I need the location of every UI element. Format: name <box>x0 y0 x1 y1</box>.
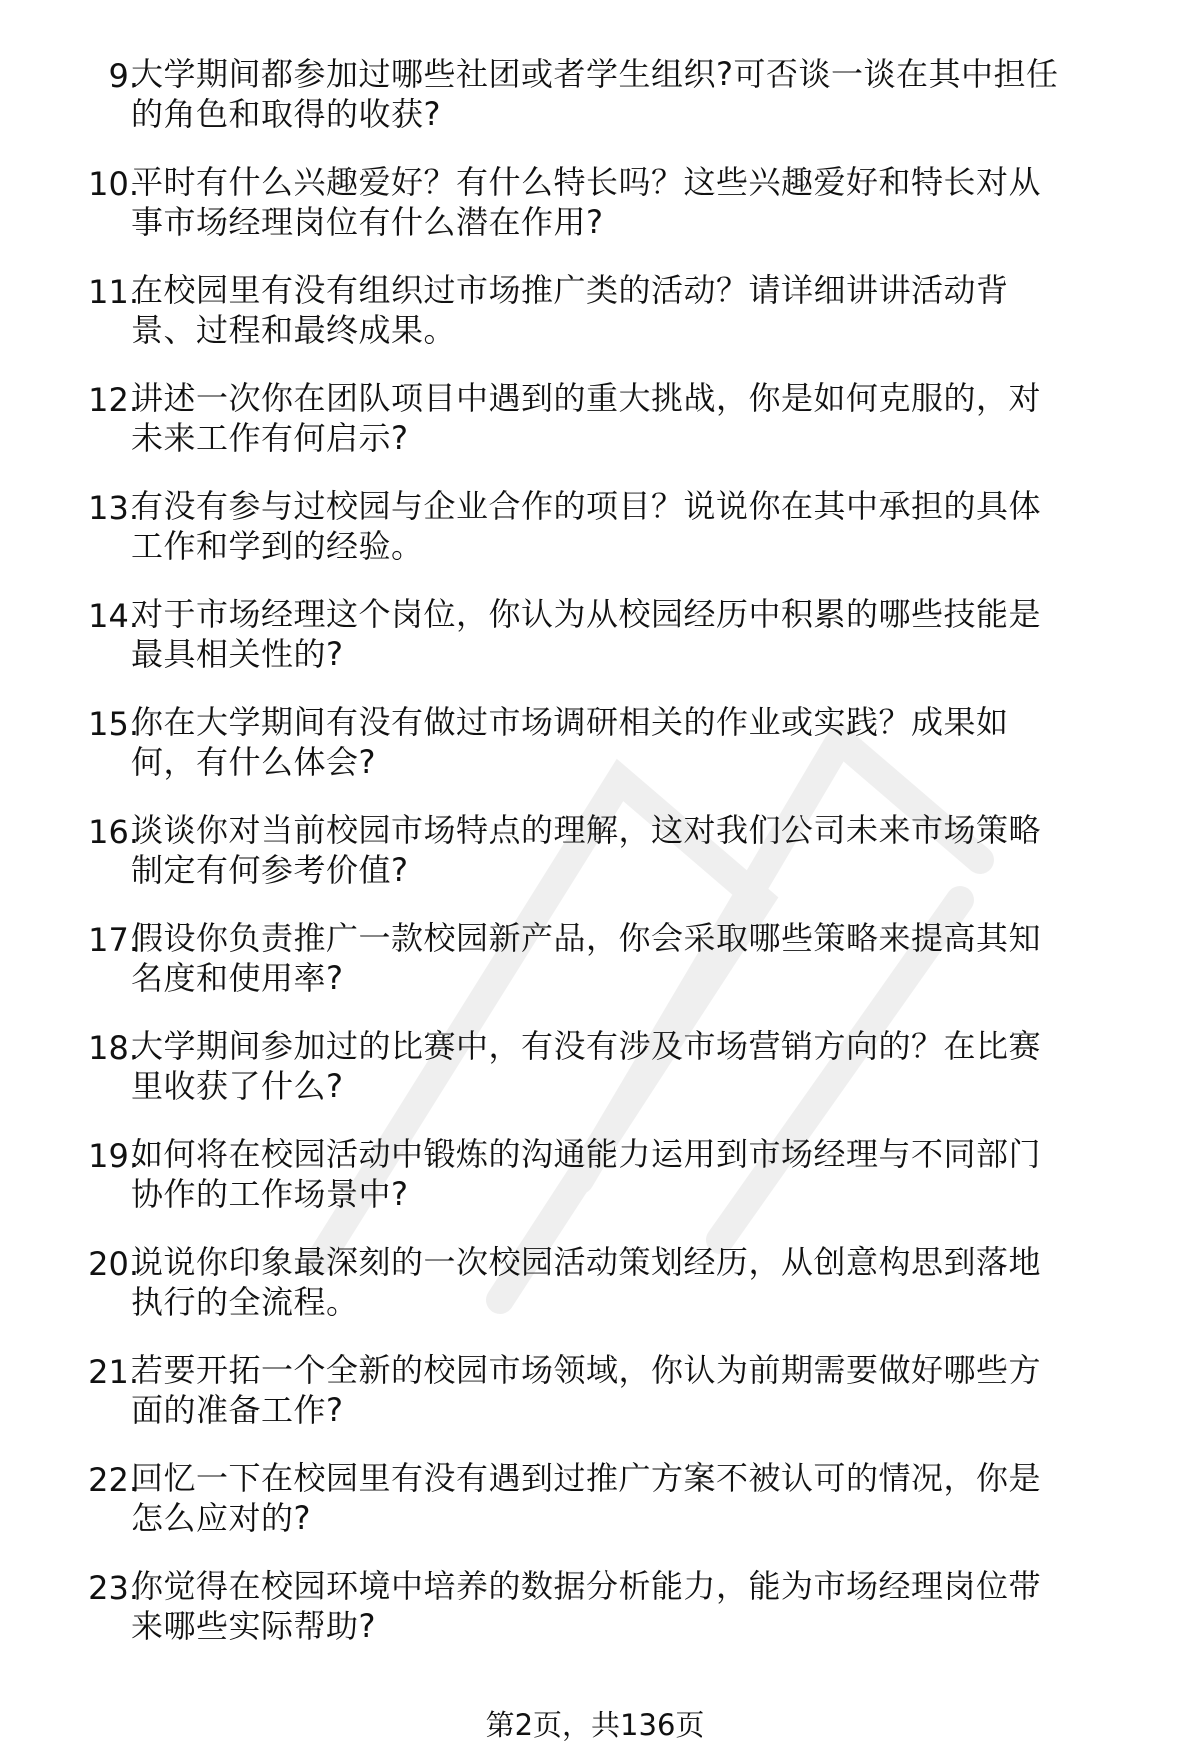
question-number: 13. <box>88 489 139 527</box>
question-text-line: 里收获了什么? <box>131 1067 344 1105</box>
question-number: 21. <box>88 1353 139 1391</box>
question-item <box>0 1020 1190 1128</box>
question-text-line: 你在大学期间有没有做过市场调研相关的作业或实践？成果如 <box>131 703 1009 741</box>
question-text-line: 若要开拓一个全新的校园市场领域，你认为前期需要做好哪些方 <box>131 1351 1042 1389</box>
question-item <box>0 1236 1190 1344</box>
question-text <box>131 378 1151 458</box>
question-item <box>0 264 1190 372</box>
question-text-line: 说说你印象最深刻的一次校园活动策划经历，从创意构思到落地 <box>131 1243 1042 1281</box>
question-text <box>131 1242 1151 1322</box>
question-text-line: 你觉得在校园环境中培养的数据分析能力，能为市场经理岗位带 <box>131 1567 1042 1605</box>
question-item <box>0 912 1190 1020</box>
question-text-line: 谈谈你对当前校园市场特点的理解，这对我们公司未来市场策略 <box>131 811 1042 849</box>
question-text-line: 制定有何参考价值? <box>131 851 409 889</box>
question-list <box>0 48 1190 1668</box>
question-item <box>0 1452 1190 1560</box>
question-text <box>131 162 1151 242</box>
question-text-line: 回忆一下在校园里有没有遇到过推广方案不被认可的情况，你是 <box>131 1459 1042 1497</box>
question-item <box>0 48 1190 156</box>
question-item <box>0 696 1190 804</box>
question-item <box>0 1344 1190 1452</box>
question-number: 16. <box>88 813 139 851</box>
question-text-line: 讲述一次你在团队项目中遇到的重大挑战，你是如何克服的，对 <box>131 379 1042 417</box>
question-text-line: 执行的全流程。 <box>131 1283 359 1321</box>
question-text-line: 工作和学到的经验。 <box>131 527 424 565</box>
question-text <box>131 1350 1151 1430</box>
question-text-line: 名度和使用率? <box>131 959 344 997</box>
question-text <box>131 486 1151 566</box>
question-text-line: 平时有什么兴趣爱好？有什么特长吗？这些兴趣爱好和特长对从 <box>131 163 1042 201</box>
question-item <box>0 1128 1190 1236</box>
question-number: 18. <box>88 1029 139 1067</box>
question-text-line: 如何将在校园活动中锻炼的沟通能力运用到市场经理与不同部门 <box>131 1135 1042 1173</box>
question-number: 17. <box>88 921 139 959</box>
question-text <box>131 1458 1151 1538</box>
question-number: 10. <box>88 165 139 203</box>
page-footer: 第2页，共136页 <box>485 1708 705 1742</box>
question-item <box>0 1560 1190 1668</box>
question-text-line: 假设你负责推广一款校园新产品，你会采取哪些策略来提高其知 <box>131 919 1042 957</box>
question-text <box>131 1566 1151 1646</box>
question-item <box>0 480 1190 588</box>
question-text-line: 大学期间都参加过哪些社团或者学生组织?可否谈一谈在其中担任 <box>131 55 1059 93</box>
question-text-line: 来哪些实际帮助? <box>131 1607 376 1645</box>
question-item <box>0 372 1190 480</box>
question-number: 23. <box>88 1569 139 1607</box>
question-text <box>131 594 1151 674</box>
question-number: 22. <box>88 1461 139 1499</box>
question-item <box>0 804 1190 912</box>
question-text-line: 面的准备工作? <box>131 1391 344 1429</box>
question-text-line: 事市场经理岗位有什么潜在作用? <box>131 203 604 241</box>
question-text-line: 未来工作有何启示? <box>131 419 409 457</box>
question-text-line: 景、过程和最终成果。 <box>131 311 457 349</box>
question-item <box>0 588 1190 696</box>
question-text-line: 对于市场经理这个岗位，你认为从校园经历中积累的哪些技能是 <box>131 595 1042 633</box>
question-text <box>131 1026 1151 1106</box>
question-text-line: 协作的工作场景中? <box>131 1175 409 1213</box>
question-text <box>131 54 1151 134</box>
question-text-line: 最具相关性的? <box>131 635 344 673</box>
question-text <box>131 1134 1151 1214</box>
question-text <box>131 918 1151 998</box>
question-number: 12. <box>88 381 139 419</box>
question-item <box>0 156 1190 264</box>
question-text <box>131 270 1151 350</box>
question-number: 20. <box>88 1245 139 1283</box>
question-text-line: 大学期间参加过的比赛中，有没有涉及市场营销方向的？在比赛 <box>131 1027 1042 1065</box>
question-text-line: 怎么应对的? <box>131 1499 311 1537</box>
question-number: 9. <box>108 57 139 95</box>
question-text-line: 何，有什么体会? <box>131 743 376 781</box>
question-number: 14. <box>88 597 139 635</box>
question-number: 19. <box>88 1137 139 1175</box>
question-text <box>131 702 1151 782</box>
question-text-line: 的角色和取得的收获? <box>131 95 441 133</box>
question-number: 15. <box>88 705 139 743</box>
question-number: 11. <box>88 273 139 311</box>
question-text-line: 在校园里有没有组织过市场推广类的活动？请详细讲讲活动背 <box>131 271 1009 309</box>
question-text-line: 有没有参与过校园与企业合作的项目？说说你在其中承担的具体 <box>131 487 1042 525</box>
question-text <box>131 810 1151 890</box>
